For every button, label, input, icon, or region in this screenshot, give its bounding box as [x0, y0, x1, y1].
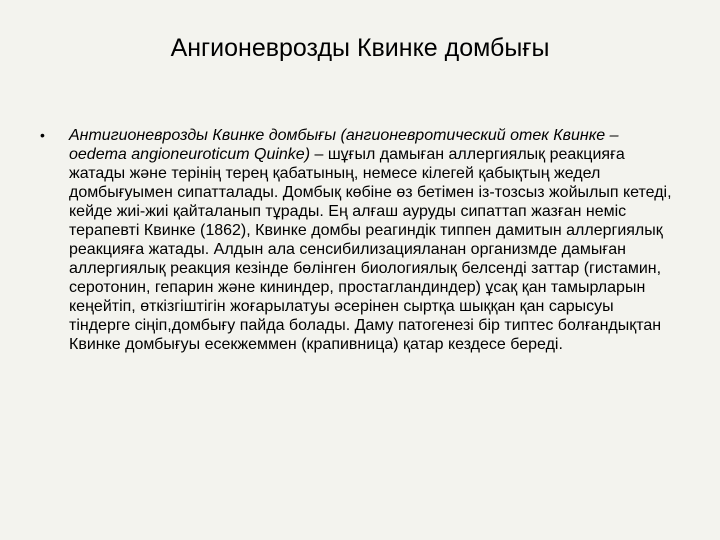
- definition-body: – шұғыл дамыған аллергиялық реакцияға жатады және терінің терең қабатының, немесе кілегей қабықтың жедел домбығуымен сипатталады. Домбық көбіне өз бетімен із-тозсыз жойылып кетеді, кейде жиі-жиі қайталанып тұрады. Ең алғаш ауруды сипаттап жазған неміс терапевті Квинке (1862), Квинке домбы реагиндік типпен дамитын аллергиялық реакцияға жатады. Алдын ала сенсибилизацияланан организмде дамыған аллергиялық реакция кезінде бөлінген биологиялық белсенді заттар (гистамин, серотонин, гепарин және кининдер, простагландиндер) ұсақ қан тамырларын кеңейтіп, өткізгіштігін жоғарылатуы әсерінен сыртқа шыққан қан сарысуы тіндерге сіңіп,домбығу пайда болады. Даму патогенезі бір типтес болғандықтан Квинке домбығуы есекжеммен (крапивница) қатар кездесе береді.: [69, 146, 672, 353]
- slide-title: Ангионеврозды Квинке домбығы: [170, 34, 550, 62]
- bullet-marker: •: [40, 127, 45, 143]
- bullet-list: [40, 126, 676, 354]
- bullet-item: [40, 126, 676, 354]
- definition-term: Антигионеврозды Квинке домбығы (ангионевротический отек Квинке – oedema angioneuroticum Quinke): [69, 127, 619, 163]
